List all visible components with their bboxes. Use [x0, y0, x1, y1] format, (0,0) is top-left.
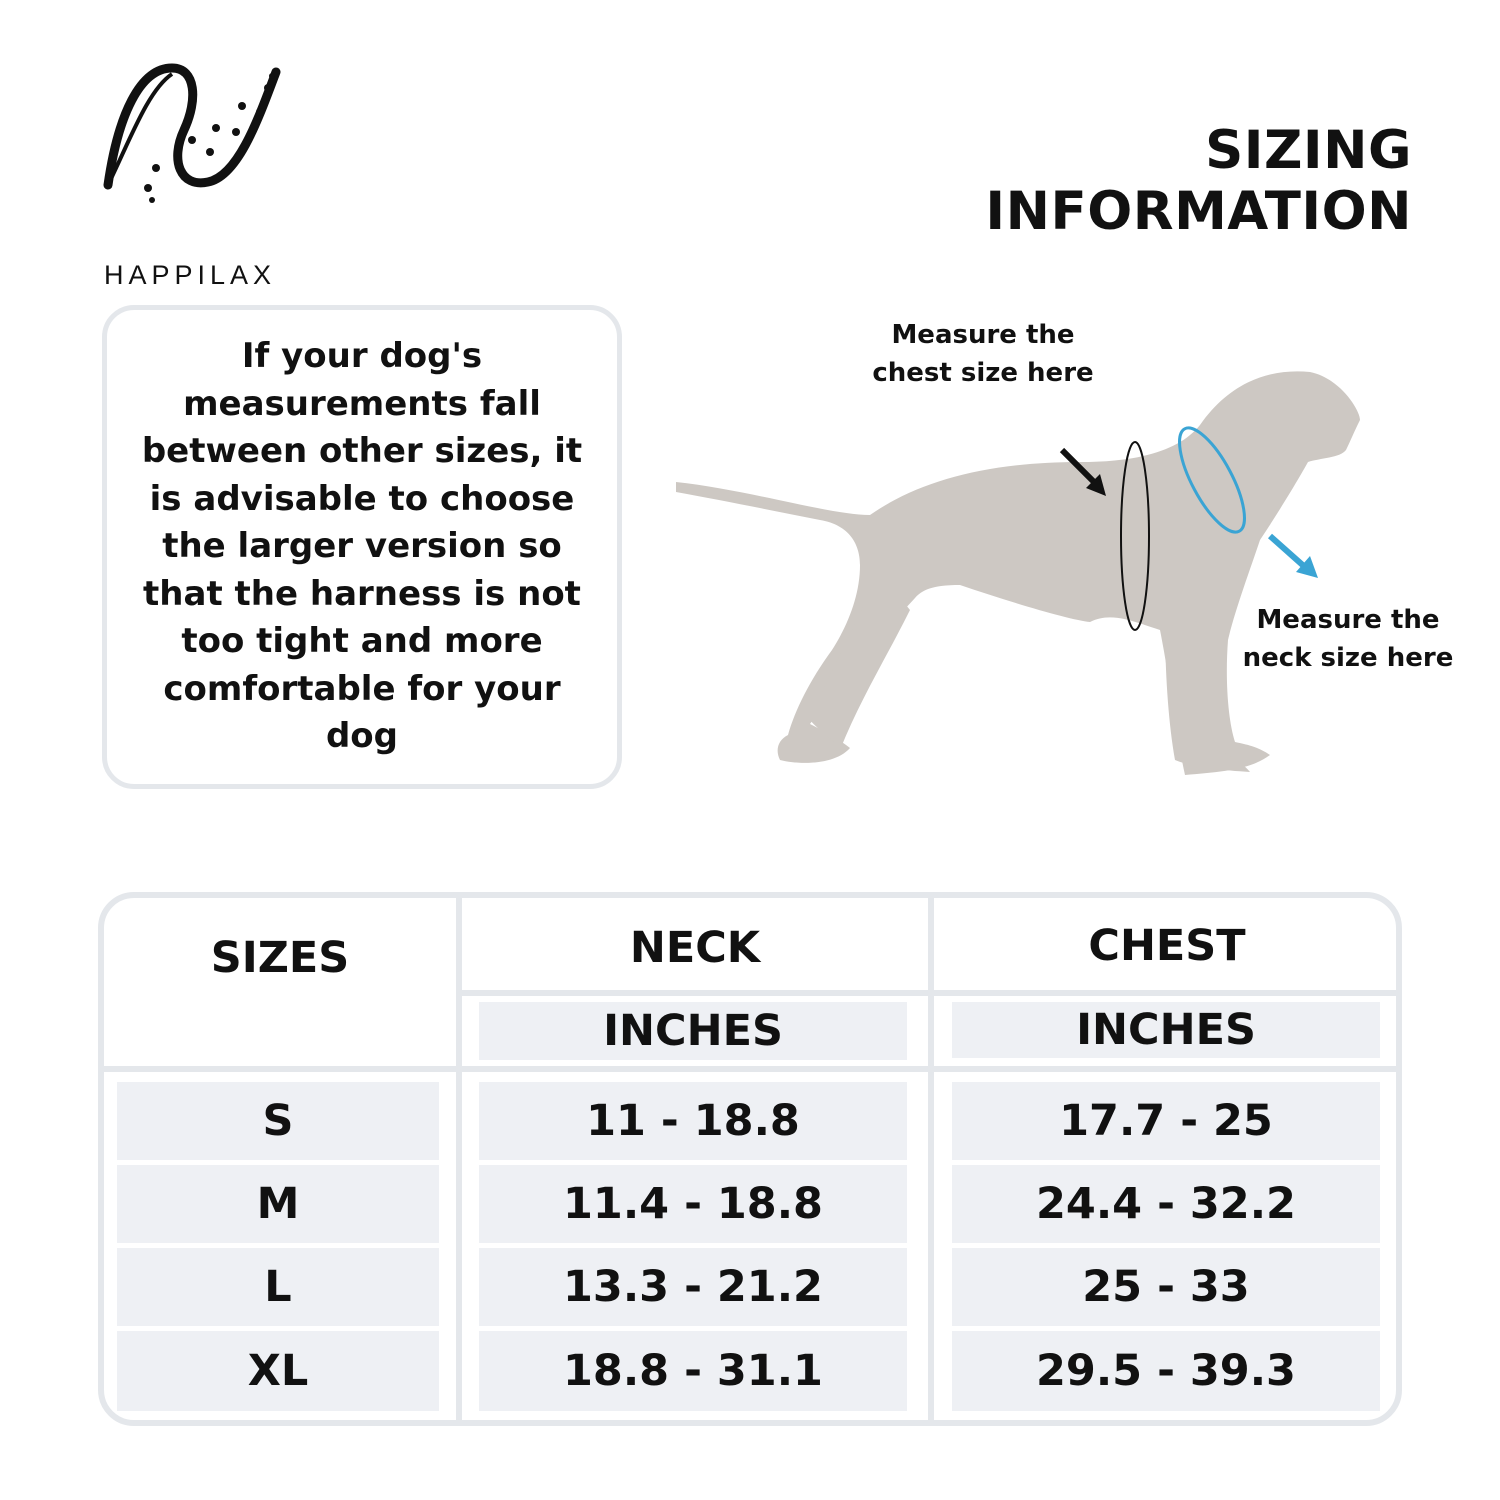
size-cell: L [117, 1248, 439, 1326]
page-title: SIZING INFORMATION [985, 120, 1412, 242]
neck-unit: INCHES [479, 1002, 907, 1060]
brand-name: HAPPILAX [104, 260, 277, 290]
neck-cell: 13.3 - 21.2 [479, 1248, 907, 1326]
neck-header: NECK [629, 923, 761, 973]
neck-cell: 18.8 - 31.1 [479, 1331, 907, 1411]
neck-callout: Measure the neck size here [1242, 605, 1454, 673]
advice-text: If your dog's measurements fall between other sizes, it is advisable to choose the larger version so that the harness is not too tight and more comfortable for your dog [141, 336, 583, 757]
table-divider [104, 1066, 1396, 1072]
dog-silhouette [676, 371, 1360, 775]
chest-cell: 24.4 - 32.2 [952, 1165, 1380, 1243]
brand-logo [100, 60, 290, 290]
advice-box [102, 305, 622, 789]
chest-cell: 25 - 33 [952, 1248, 1380, 1326]
neck-cell: 11.4 - 18.8 [479, 1165, 907, 1243]
sizes-header: SIZES [210, 933, 350, 983]
size-table [98, 892, 1402, 1426]
leash-logo-icon [100, 60, 290, 230]
chest-header: CHEST [1088, 921, 1246, 971]
neck-cell: 11 - 18.8 [479, 1082, 907, 1160]
size-cell: M [117, 1165, 439, 1243]
size-cell: XL [117, 1331, 439, 1411]
chest-unit: INCHES [952, 1002, 1380, 1058]
dog-illustration [660, 340, 1460, 790]
neck-arrow-icon [1270, 536, 1318, 578]
size-cell: S [117, 1082, 439, 1160]
chest-cell: 29.5 - 39.3 [952, 1331, 1380, 1411]
chest-callout: Measure the chest size here [872, 320, 1094, 388]
chest-cell: 17.7 - 25 [952, 1082, 1380, 1160]
